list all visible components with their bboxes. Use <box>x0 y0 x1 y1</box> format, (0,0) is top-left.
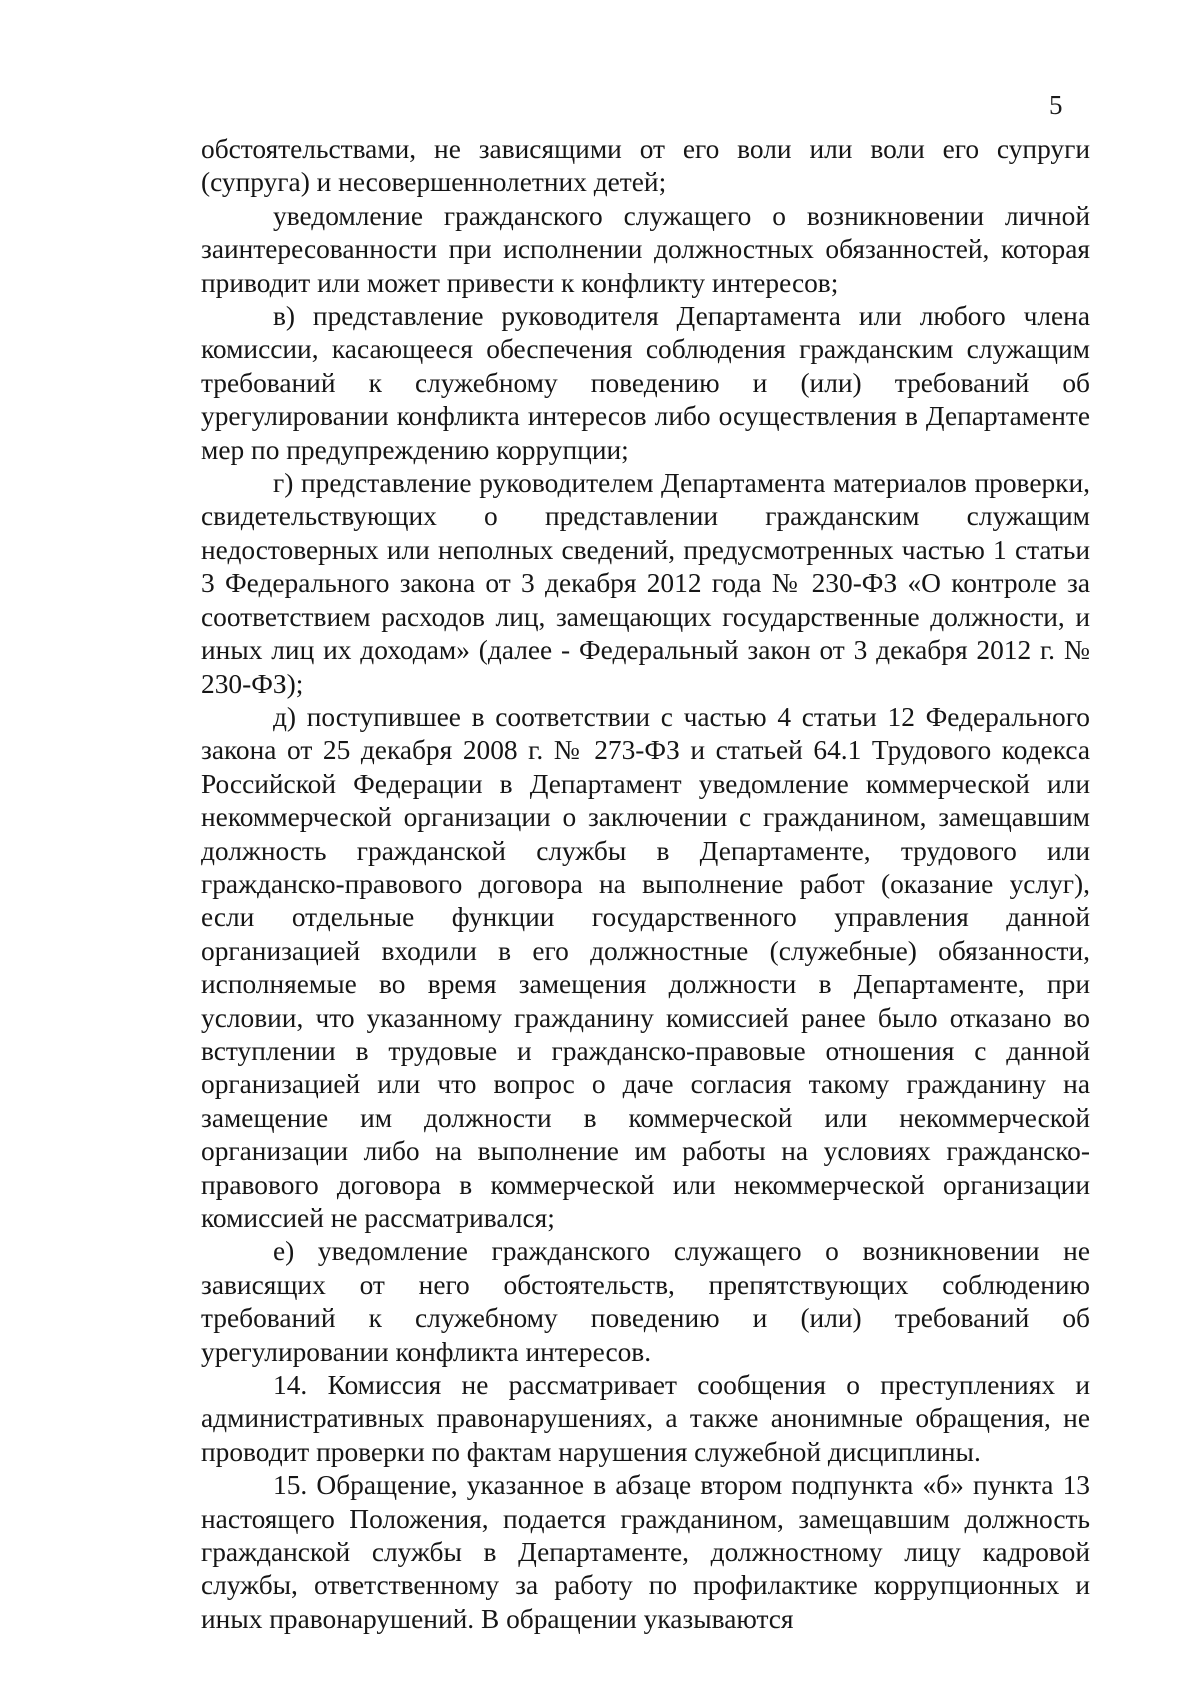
document-body <box>201 133 1090 1636</box>
paragraph-continuation: обстоятельствами, не зависящими от его воли или воли его супруги (супруга) и несовершеннолетних детей; <box>201 134 1090 198</box>
paragraph-item-e: е) уведомление гражданского служащего о возникновении не зависящих от него обстоятельств, препятствующих соблюдению требований к служебному поведению и (или) требований об урегулировании конфликта интересов. <box>201 1236 1090 1367</box>
page-number: 5 <box>1049 90 1063 120</box>
paragraph-clause-14: 14. Комиссия не рассматривает сообщения о преступлениях и административных правонарушениях, а также анонимные обращения, не проводит проверки по фактам нарушения служебной дисциплины. <box>201 1370 1090 1467</box>
paragraph-item-d: д) поступившее в соответствии с частью 4 статьи 12 Федерального закона от 25 декабря 2008 г. № 273-ФЗ и статьей 64.1 Трудового кодекса Российской Федерации в Департамент уведомление коммерческой или некоммерческой организации о заключении с гражданином, замещавшим должность гражданской службы в Департаменте, трудового или гражданско-правового договора на выполнение работ (оказание услуг), если отдельные функции государственного управления данной организацией входили в его должностные (служебные) обязанности, исполняемые во время замещения должности в Департаменте, при условии, что указанному гражданину комиссией ранее было отказано во вступлении в трудовые и гражданско-правовые отношения с данной организацией или что вопрос о даче согласия такому гражданину на замещение им должности в коммерческой или некоммерческой организации либо на выполнение им работы на условиях гражданско-правового договора в коммерческой или некоммерческой организации комиссией не рассматривался; <box>201 701 1090 1233</box>
paragraph-item-g: г) представление руководителем Департамента материалов проверки, свидетельствующих о представлении гражданским служащим недостоверных или неполных сведений, предусмотренных частью 1 статьи 3 Федерального закона от 3 декабря 2012 года № 230-ФЗ «О контроле за соответствием расходов лиц, замещающих государственные должности, и иных лиц их доходам» (далее - Федеральный закон от 3 декабря 2012 г. № 230-ФЗ); <box>201 468 1090 699</box>
paragraph-clause-15: 15. Обращение, указанное в абзаце втором подпункта «б» пункта 13 настоящего Положения, подается гражданином, замещавшим должность гражданской службы в Департаменте, должностному лицу кадровой службы, ответственному за работу по профилактике коррупционных и иных правонарушений. В обращении указываются <box>201 1470 1090 1634</box>
paragraph-item-v: в) представление руководителя Департамента или любого члена комиссии, касающееся обеспечения соблюдения гражданским служащим требований к служебному поведению и (или) требований об урегулировании конфликта интересов либо осуществления в Департаменте мер по предупреждению коррупции; <box>201 301 1090 465</box>
paragraph-notice-personal-interest: уведомление гражданского служащего о возникновении личной заинтересованности при исполнении должностных обязанностей, которая приводит или может привести к конфликту интересов; <box>201 200 1090 298</box>
